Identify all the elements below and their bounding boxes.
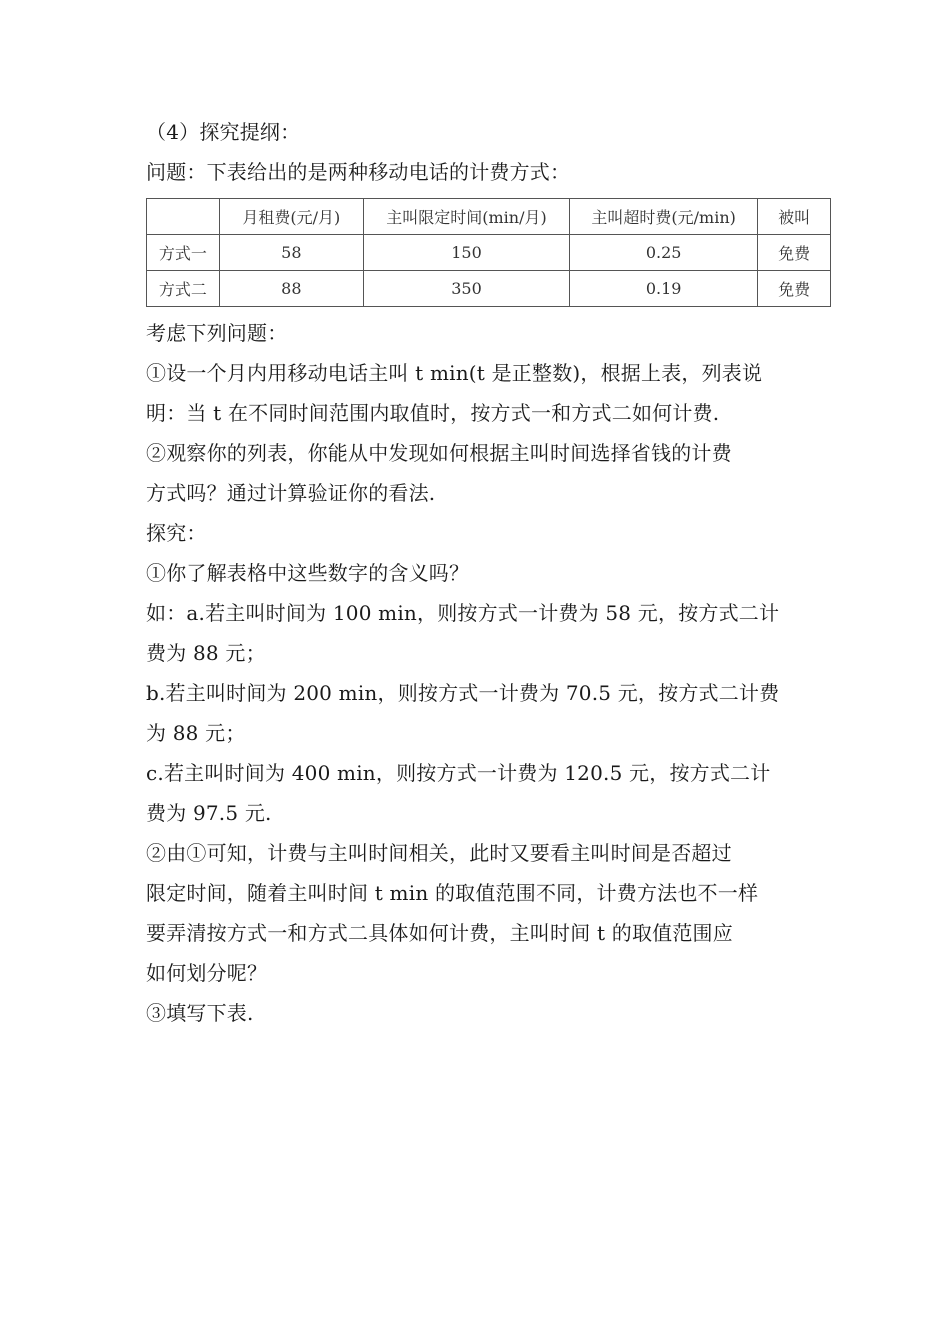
fee-table-header-cell: 主叫限定时间(min/月) xyxy=(364,199,570,235)
table-cell: 方式一 xyxy=(147,235,220,271)
text-line: 费为 97.5 元. xyxy=(146,801,272,825)
table-row xyxy=(147,235,831,271)
text-line: 如何划分呢？ xyxy=(146,961,268,985)
document-page xyxy=(146,112,816,1033)
table-row xyxy=(147,271,831,307)
fee-table xyxy=(146,198,831,307)
table-cell: 免费 xyxy=(758,235,831,271)
text-line: 为 88 元； xyxy=(146,721,246,745)
text-line: 探究： xyxy=(146,521,207,545)
problem-intro: 问题：下表给出的是两种移动电话的计费方式： xyxy=(146,160,571,184)
table-cell: 方式二 xyxy=(147,271,220,307)
fee-table-header-cell: 被叫 xyxy=(758,199,831,235)
fee-table-header-row xyxy=(147,199,831,235)
text-line: ①你了解表格中这些数字的含义吗？ xyxy=(146,561,470,585)
text-line: ③填写下表. xyxy=(146,1001,254,1025)
text-line: 明：当 t 在不同时间范围内取值时，按方式一和方式二如何计费. xyxy=(146,401,720,425)
text-line: ①设一个月内用移动电话主叫 t min(t 是正整数)，根据上表，列表说 xyxy=(146,361,763,385)
text-line: 限定时间，随着主叫时间 t min 的取值范围不同，计费方法也不一样 xyxy=(146,881,759,905)
section-heading: （4）探究提纲： xyxy=(146,120,301,144)
table-cell: 0.25 xyxy=(570,235,758,271)
fee-table-header-cell: 月租费(元/月) xyxy=(219,199,363,235)
body-text xyxy=(146,313,816,1033)
table-cell: 0.19 xyxy=(570,271,758,307)
table-cell: 150 xyxy=(364,235,570,271)
text-line: 如：a.若主叫时间为 100 min，则按方式一计费为 58 元，按方式二计 xyxy=(146,601,780,625)
text-line: 费为 88 元； xyxy=(146,641,266,665)
table-cell: 350 xyxy=(364,271,570,307)
fee-table-header-cell: 主叫超时费(元/min) xyxy=(570,199,758,235)
text-line: 方式吗？通过计算验证你的看法. xyxy=(146,481,436,505)
text-line: 要弄清按方式一和方式二具体如何计费，主叫时间 t 的取值范围应 xyxy=(146,921,733,945)
fee-table-header-cell xyxy=(147,199,220,235)
text-line: ②观察你的列表，你能从中发现如何根据主叫时间选择省钱的计费 xyxy=(146,441,732,465)
table-cell: 58 xyxy=(219,235,363,271)
text-line: ②由①可知，计费与主叫时间相关，此时又要看主叫时间是否超过 xyxy=(146,841,732,865)
text-line: b.若主叫时间为 200 min，则按方式一计费为 70.5 元，按方式二计费 xyxy=(146,681,780,705)
text-line: c.若主叫时间为 400 min，则按方式一计费为 120.5 元，按方式二计 xyxy=(146,761,771,785)
table-cell: 88 xyxy=(219,271,363,307)
table-cell: 免费 xyxy=(758,271,831,307)
text-line: 考虑下列问题： xyxy=(146,321,288,345)
